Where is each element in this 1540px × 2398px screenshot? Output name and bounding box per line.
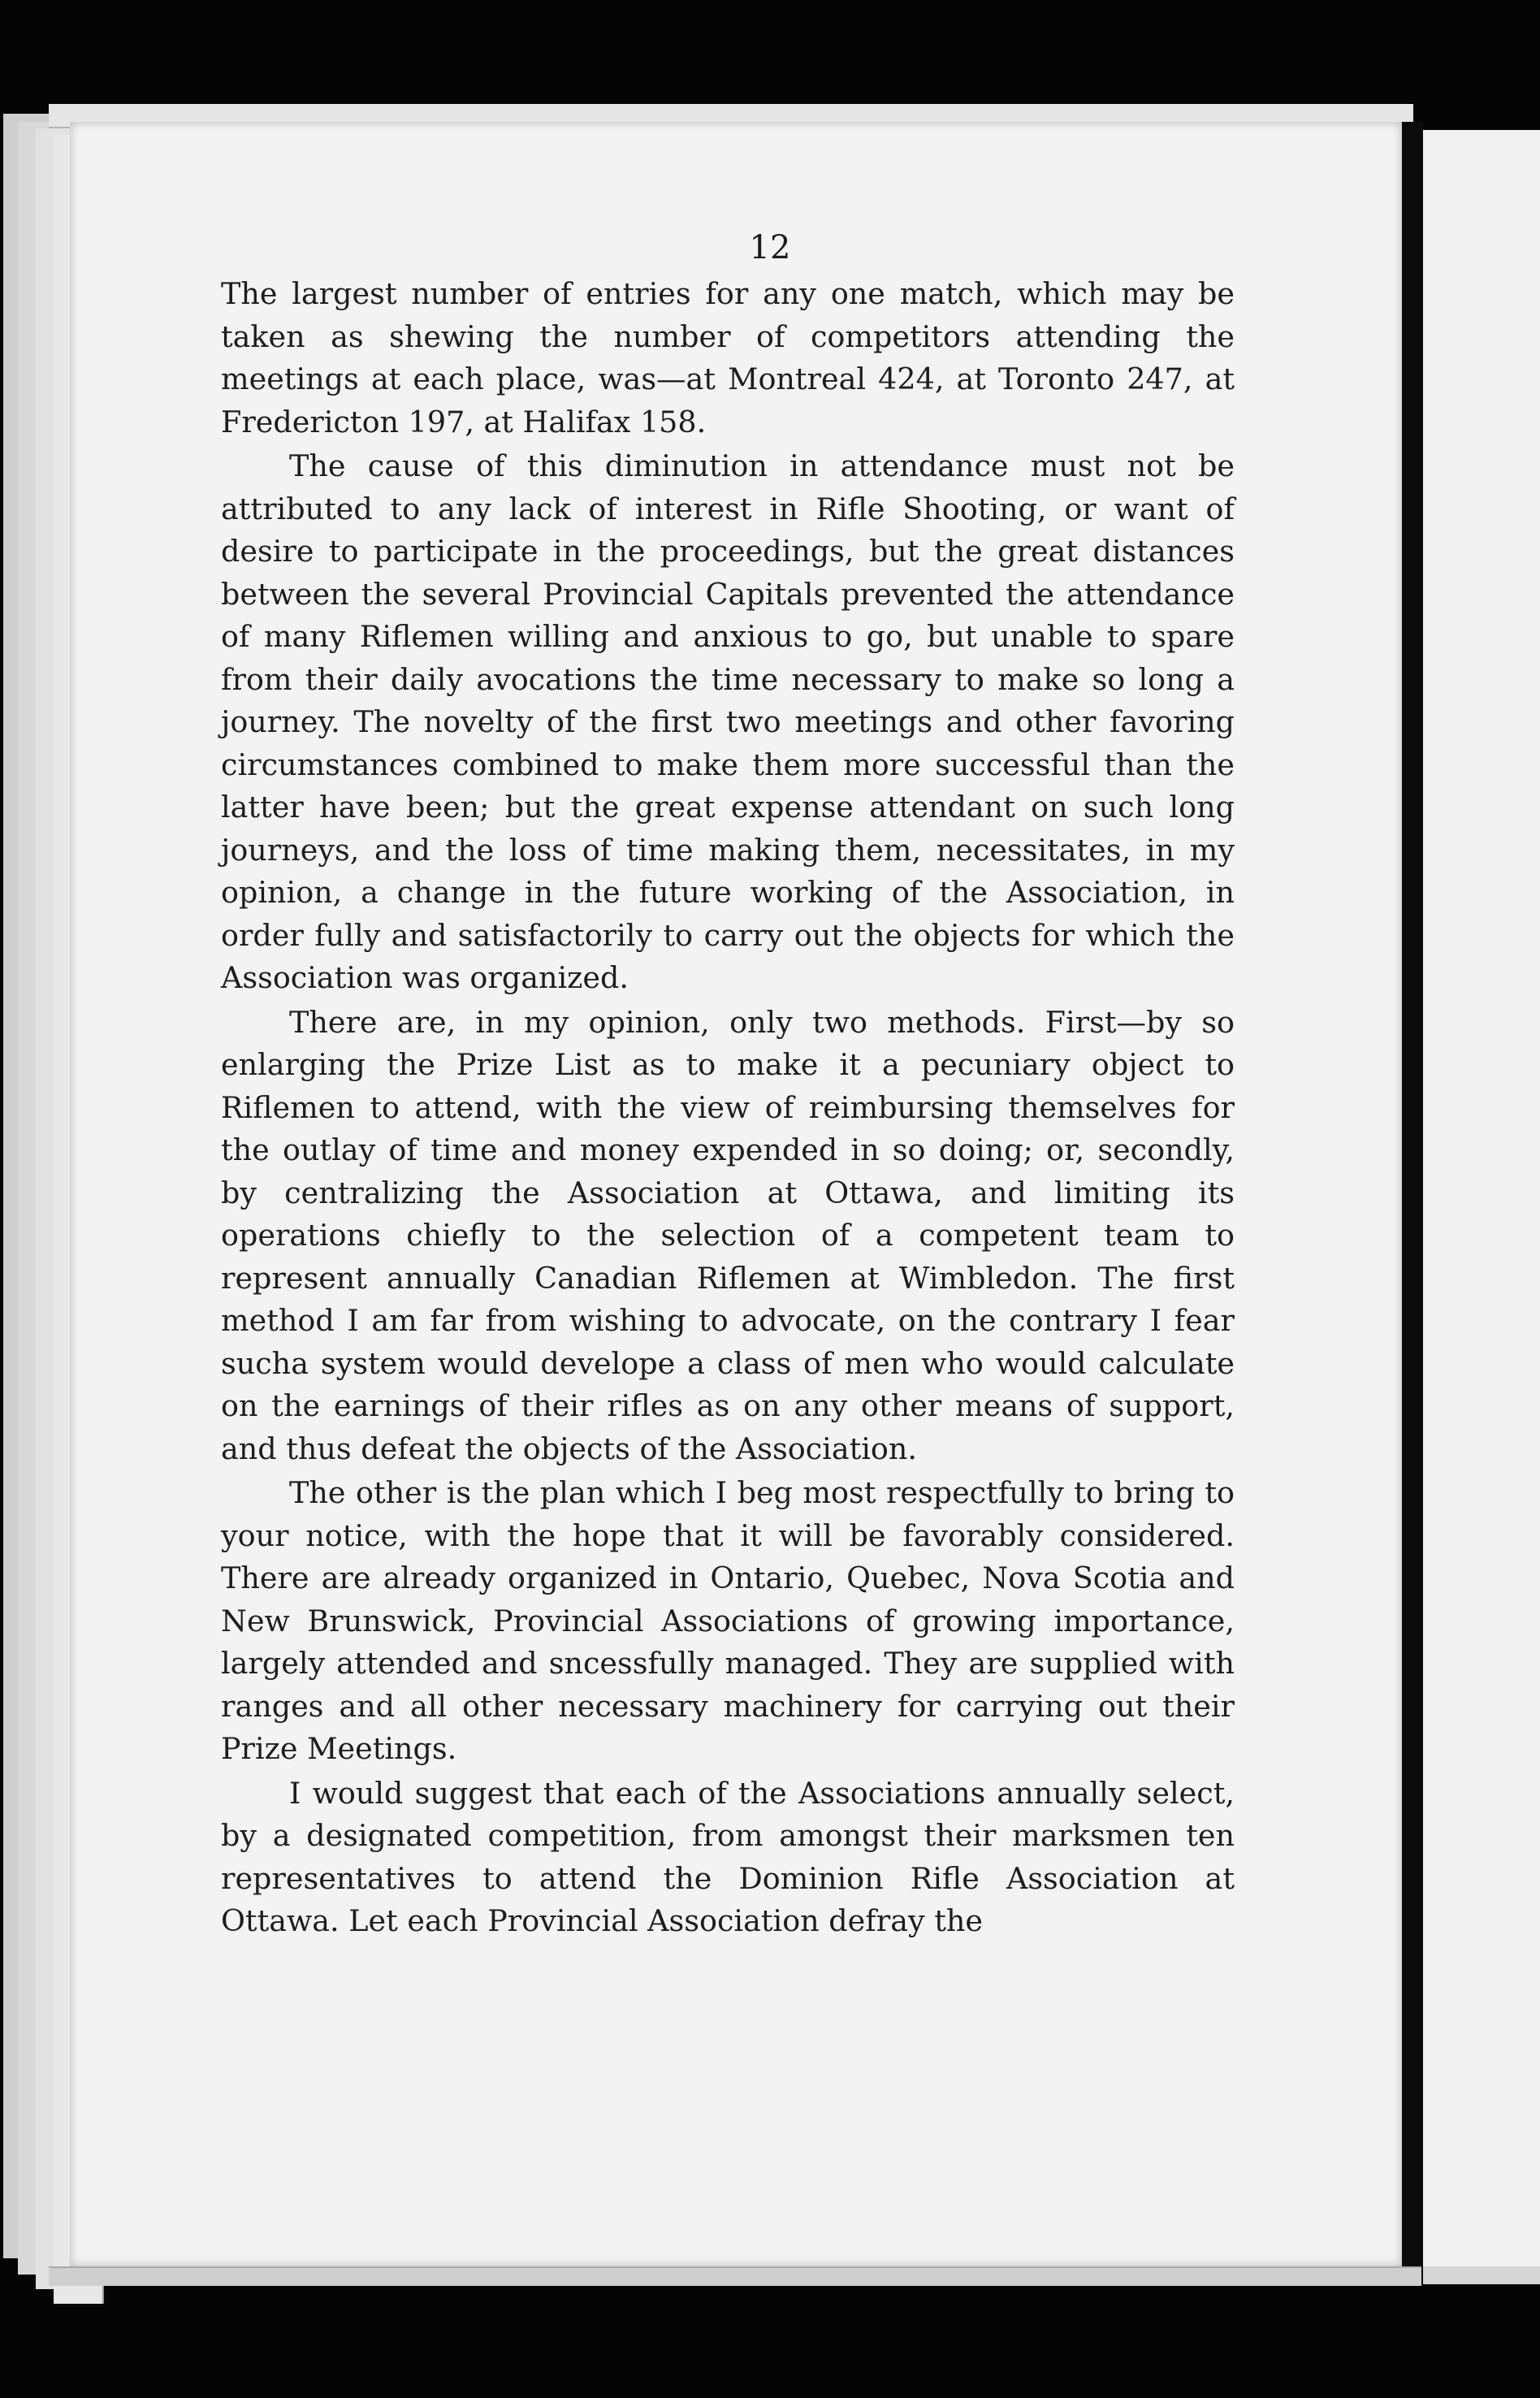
paragraph: The largest number of entries for any one match, which may be taken as shewing the number of competitors attending the meetings at each place, was—at Montreal 424, at Toronto 247, at Fredericton 197, at Halifax 158. — [221, 276, 1235, 439]
paragraph: The other is the plan which I beg most respectfully to bring to your notice, with the hope that it will be favorably considered. There are already organized in Ontario, Quebec, Nova Scotia and New Brunswick, Provincial Associations of growing importance, largely attended and sncessfully managed. They are supplied with ranges and all other necessary machinery for carrying out their Prize Meetings. — [221, 1475, 1235, 1766]
facing-page-bottom-edge — [1423, 2266, 1540, 2284]
paragraph: The cause of this diminution in attendance must not be attributed to any lack of interest in Rifle Shooting, or want of desire to participate in the proceedings, but the great distances between the several Provincial Capitals prevented the attendance of many Riflemen willing and anxious to go, but unable to spare from their daily avocations the time necessary to make so long a journey. The novelty of the first two meetings and other favoring circumstances combined to make them more successful than the latter have been; but the great expense attendant on such long journeys, and the loss of time making them, necessitates, in my opinion, a change in the future working of the Association, in order fully and satisfactorily to carry out the objects for which the Association was organized. — [221, 448, 1235, 995]
book-gutter — [1402, 122, 1423, 2266]
body-text — [221, 273, 1235, 1943]
page-bottom-edge — [49, 2266, 1421, 2286]
facing-page-edge — [1423, 130, 1540, 2266]
paragraph: There are, in my opinion, only two methods. First—by so enlarging the Prize List as to make it a pecuniary object to Riflemen to attend, with the view of reimbursing themselves for the outlay of time and money expended in so doing; or, secondly, by centralizing the Association at Ottawa, and limiting its operations chiefly to the selection of a competent team to represent annually Canadian Riflemen at Wimbledon. The first method I am far from wishing to advocate, on the contrary I fear sucha system would develope a class of men who would calculate on the earnings of their rifles as on any other means of support, and thus defeat the objects of the Association. — [221, 1004, 1235, 1466]
paragraph: I would suggest that each of the Associations annually select, by a designated competition, from amongst their marksmen ten representatives to attend the Dominion Rifle Association at Ottawa. Let each Provincial Association defray the — [221, 1775, 1235, 1938]
page-number: 12 — [749, 229, 791, 266]
